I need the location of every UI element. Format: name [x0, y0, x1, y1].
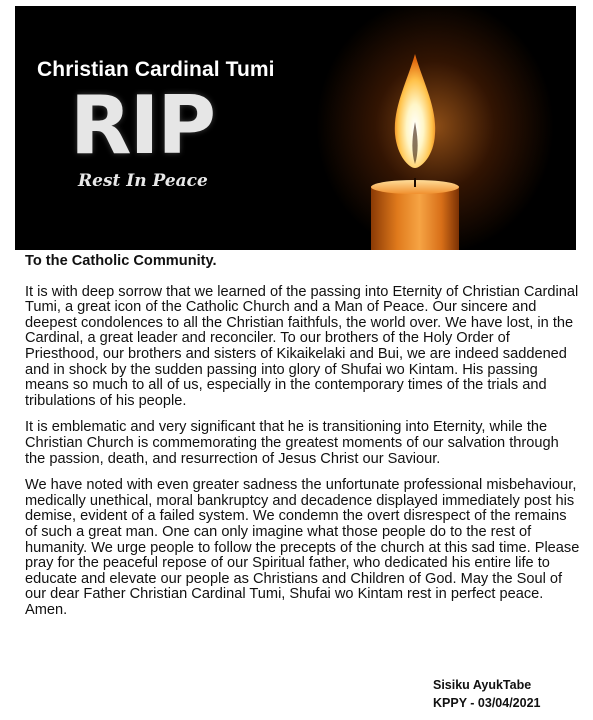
- letter-paragraph: It is with deep sorrow that we learned of the passing into Eternity of Christian Cardinal Tumi, a great icon of the Catholic Church and a Man of Peace. Our sincere and deepest condolences to all the Christian faithfuls, the world over. We have lost, in the Cardinal, a great leader and reconciler. To our brothers of the Holy Order of Priesthood, our brothers and sisters of Kikaikelaki and Bui, we are indeed saddened and in shock by the sudden passing into glory of Shufai wo Kintam. His passing means so much to all of us, especially in the contemporary times of the trials and tribulations of his people.: [25, 283, 579, 409]
- letter-paragraph: It is emblematic and very significant that he is transitioning into Eternity, while the Christian Church is commemorating the greatest moments of our salvation through the passion, death, and resurrection of Jesus Christ our Saviour.: [25, 419, 559, 467]
- signature-name: Sisiku AyukTabe: [433, 678, 532, 692]
- rip-subtitle: Rest In Peace: [78, 171, 208, 191]
- letter-paragraph: We have noted with even greater sadness the unfortunate professional misbehaviour, medically unethical, moral bankruptcy and decadence displayed immediately post his demise, evident of a failed system. We condemn the overt disrespect of the remains of such a great man. One can only imagine what those people do to the rest of humanity. We urge people to follow the precepts of the church at this sad time. Please pray for the peaceful repose of our Spiritual father, who dedicated his entire life to educate and elevate our people as Christians and Children of God. May the Soul of our dear Father Christian Cardinal Tumi, Shufai wo Kintam rest in perfect peace. Amen.: [25, 477, 580, 618]
- banner-title: Christian Cardinal Tumi: [37, 58, 275, 81]
- signature-block: [433, 676, 540, 712]
- rip-heading: RIP: [70, 79, 214, 172]
- signature-date: KPPY - 03/04/2021: [433, 696, 541, 710]
- letter-body: [25, 254, 580, 629]
- candle-body: [365, 178, 465, 250]
- candle-flame-icon: [387, 52, 443, 172]
- memorial-banner: [15, 6, 576, 250]
- letter-greeting: To the Catholic Community.: [25, 253, 217, 269]
